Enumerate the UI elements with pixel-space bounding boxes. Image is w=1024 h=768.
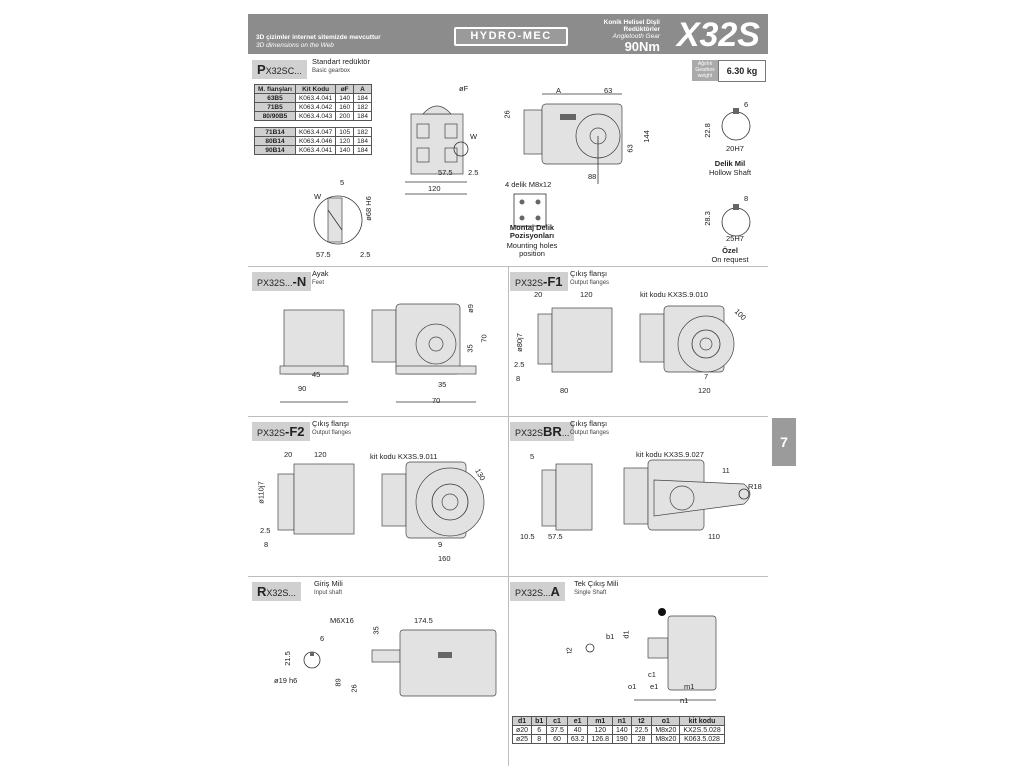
holes-note: 4 delik M8x12 <box>505 180 552 189</box>
feet-title: Ayak Feet <box>312 269 329 286</box>
single-b1: b1 <box>606 632 615 641</box>
input-dim-89: 89 <box>333 678 343 687</box>
table-row: ø20 6 37.5 40 120 140 22.5 M8x20 KX2S.5.028 <box>513 726 725 735</box>
f1-dim-80: 80 <box>560 386 569 395</box>
detail-dim-2-5: 2.5 <box>360 250 371 259</box>
basic-side-drawing <box>516 94 646 184</box>
f1-tag: PX32S-F1 <box>510 272 568 291</box>
detail-dim-57-5: 57.5 <box>316 250 331 259</box>
single-title: Tek Çıkış Mili Single Shaft <box>574 579 619 596</box>
table-row: 90B14 K063.4.041 140 184 <box>255 146 372 155</box>
br-dim-11: 11 <box>722 466 730 475</box>
single-shaft-table: d1 b1 c1 e1 m1 n1 t2 o1 kit kodu ø20 6 37.5 40 120 140 22.5 M8x20 KX2S.5.028 ø25 8 60 63.2 126.8 190 28 M8x20 K063.5.028 <box>512 716 725 744</box>
mount-sub: Mounting holes position <box>506 241 558 258</box>
f2-dim-8: 8 <box>264 540 269 549</box>
hollow-sub: Hollow Shaft <box>708 168 752 177</box>
br-dim-5: 5 <box>530 452 535 461</box>
table-row: ø25 8 60 63.2 126.8 190 28 M8x20 K063.5.028 <box>513 735 725 744</box>
input-dim-6: 6 <box>320 634 325 643</box>
divider <box>508 266 509 766</box>
input-dim-19h6: ø19 h6 <box>274 676 298 685</box>
table-row: 71B5 K063.4.042 160 182 <box>255 103 372 112</box>
basic-title: Standart redüktör Basic gearbox <box>312 57 370 74</box>
single-d1: d1 <box>621 630 631 639</box>
f1-dim-7: 7 <box>704 372 709 381</box>
f2-dim-110j7: ø110j7 <box>256 481 266 504</box>
hollow-dim-22-8: 22.8 <box>702 123 712 138</box>
f1-drawing <box>530 304 750 384</box>
f1-dim-80j7: ø80j7 <box>514 333 524 352</box>
single-e1: e1 <box>650 682 659 691</box>
f1-dim-100: 100 <box>732 306 748 323</box>
dim-W: W <box>470 132 478 141</box>
mount-title: Montaj Delik Pozisyonları <box>509 223 555 240</box>
web-note-tr: 3D çizimler internet sitemizde mevcuttur <box>256 34 381 41</box>
input-dim-21-5: 21.5 <box>282 651 292 666</box>
hollow-dim-20: 20H7 <box>726 144 744 153</box>
f1-kit: kit kodu KX3S.9.010 <box>640 290 708 299</box>
f2-kit: kit kodu KX3S.9.011 <box>370 452 438 461</box>
br-dim-R18: R18 <box>748 482 762 491</box>
catalog-page <box>248 14 768 768</box>
chapter-tab[interactable]: 7 <box>772 418 796 466</box>
dim-57-5: 57.5 <box>438 168 453 177</box>
dim-88: 88 <box>588 172 597 181</box>
weight-value: 6.30 kg <box>718 60 766 82</box>
f2-dim-120: 120 <box>314 450 327 459</box>
dim-A: A <box>556 86 562 95</box>
input-title: Giriş Mili Input shaft <box>314 579 343 596</box>
feet-dim-35: 35 <box>465 344 475 353</box>
feet-dim-35b: 35 <box>438 380 447 389</box>
feet-tag: PX32S...-N <box>252 272 311 291</box>
dim-120: 120 <box>428 184 441 193</box>
f1-dim-120: 120 <box>580 290 593 299</box>
special-dim-25: 25H7 <box>726 234 744 243</box>
feet-dim-9: ø9 <box>465 304 475 313</box>
input-dim-35: 35 <box>371 626 381 635</box>
feet-dim-90: 90 <box>298 384 307 393</box>
special-dim-8: 8 <box>744 194 749 203</box>
table-row: 71B14 K063.4.047 105 182 <box>255 128 372 137</box>
detail-W: W <box>314 192 322 201</box>
f1-dim-20: 20 <box>534 290 543 299</box>
br-dim-10-5: 10.5 <box>520 532 535 541</box>
f1-title: Çıkış flanşı Output flanges <box>570 269 610 286</box>
f2-title: Çıkış flanşı Output flanges <box>312 419 352 436</box>
web-note-en: 3D dimensions on the Web <box>256 42 334 49</box>
header-bar <box>248 14 768 54</box>
f2-dim-160: 160 <box>438 554 451 563</box>
br-title: Çıkış flanşı Output flanges <box>570 419 610 436</box>
input-dim-26: 26 <box>349 684 359 693</box>
dim-26: 26 <box>502 110 512 119</box>
model-name: X32S <box>676 16 760 54</box>
hollow-dim-6: 6 <box>744 100 749 109</box>
feet-dim-70: 70 <box>479 334 489 343</box>
special-title: Özel <box>722 246 738 255</box>
single-tag: PX32S...A <box>510 582 565 601</box>
detail-dim-68: ø68 H6 <box>363 196 373 221</box>
torque-rating: 90Nm <box>624 39 660 54</box>
dim-144: 144 <box>641 130 651 143</box>
f2-dim-2-5: 2.5 <box>260 526 271 535</box>
br-dim-110: 110 <box>708 532 720 541</box>
dim-2-5: 2.5 <box>468 168 479 177</box>
f2-tag: PX32S-F2 <box>252 422 310 441</box>
feet-drawing <box>276 304 496 404</box>
special-dim-28-3: 28.3 <box>702 211 712 226</box>
single-o1: o1 <box>628 682 637 691</box>
weight-label: Ağırlık Gearbox weight <box>692 60 718 81</box>
br-tag: PX32SBR... <box>510 422 574 441</box>
f2-dim-9: 9 <box>438 540 443 549</box>
f1-dim-8: 8 <box>516 374 521 383</box>
table-row: 80B14 K063.4.046 120 184 <box>255 137 372 146</box>
dim-63-side: 63 <box>625 144 635 153</box>
motor-flange-table: M. flanşları Kit Kodu øF A 63B5 K063.4.041 140 184 71B5 K063.4.042 160 182 80/90B5 K063.4.043 200 184 71B14 K063.4.047 105 182 80B14 K063.4.046 120 184 90B14 K063.4.041 140 184 <box>254 84 372 155</box>
table-row: 63B5 K063.4.041 140 184 <box>255 94 372 103</box>
feet-dim-45: 45 <box>312 370 321 379</box>
f2-drawing <box>272 460 492 550</box>
basic-front-drawing <box>403 94 493 194</box>
dim-63-top: 63 <box>604 86 613 95</box>
single-drawing <box>578 610 728 710</box>
f2-dim-130: 130 <box>473 466 488 483</box>
table-row: 80/90B5 K063.4.043 200 184 <box>255 112 372 121</box>
single-m1: m1 <box>684 682 695 691</box>
hollow-title: Delik Mil <box>714 159 746 168</box>
dim-oF: øF <box>459 84 469 93</box>
special-sub: On request <box>711 255 749 264</box>
single-t2: t2 <box>564 647 574 654</box>
single-n1: n1 <box>680 696 689 705</box>
input-tag: RX32S... <box>252 582 301 601</box>
single-c1: c1 <box>648 670 656 679</box>
feet-dim-70b: 70 <box>432 396 441 405</box>
f2-dim-20: 20 <box>284 450 293 459</box>
detail-dim-5: 5 <box>340 178 345 187</box>
input-dim-174-5: 174.5 <box>414 616 433 625</box>
f1-dim-2-5: 2.5 <box>514 360 525 369</box>
br-dim-57-5: 57.5 <box>548 532 563 541</box>
basic-tag: PX32SC... <box>252 60 307 79</box>
br-kit: kit kodu KX3S.9.027 <box>636 450 704 459</box>
f1-dim-120b: 120 <box>698 386 711 395</box>
brand-logo: HYDRO-MEC <box>454 27 568 46</box>
input-dim-m6: M6X16 <box>330 616 354 625</box>
gear-type: Konik Helisel Dişli Redüktörler Angletooth Gear <box>603 19 660 40</box>
